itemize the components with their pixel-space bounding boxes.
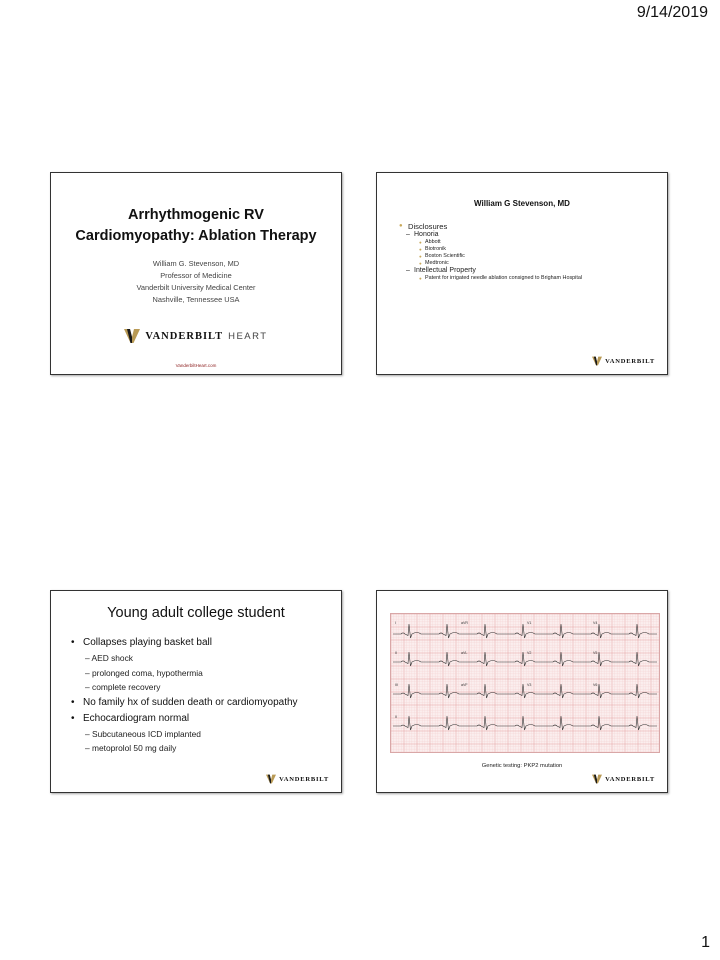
author-location: Nashville, Tennessee USA	[152, 295, 240, 304]
case-text: Echocardiogram normal	[83, 712, 190, 724]
disclosure-text: Intellectual Property	[414, 267, 476, 274]
vanderbilt-v-icon	[592, 774, 602, 784]
disclosure-item	[399, 267, 661, 275]
bullet-icon: ●	[419, 276, 422, 281]
vanderbilt-footer-logo	[266, 774, 329, 784]
page-number: 1	[701, 934, 710, 951]
ecg-lead-label: aVF	[461, 683, 468, 687]
bullet-icon: ●	[419, 247, 422, 252]
bullet-icon: •	[71, 637, 75, 648]
logo-word-heart: HEART	[228, 330, 268, 342]
dash-bullet: –	[406, 231, 410, 238]
case-text: complete recovery	[92, 682, 161, 693]
disclosure-item	[399, 253, 661, 260]
disclosure-item	[399, 231, 661, 239]
presentation-title	[51, 205, 341, 247]
ecg-lead-label: V1	[527, 621, 532, 625]
title-line-2: Cardiomyopathy: Ablation Therapy	[75, 228, 317, 244]
vanderbilt-v-icon	[592, 356, 602, 366]
page-date: 9/14/2019	[636, 4, 708, 21]
case-item	[71, 711, 335, 727]
author-institution: Vanderbilt University Medical Center	[136, 283, 256, 292]
case-item	[71, 680, 335, 695]
ecg-tracing	[391, 614, 659, 752]
case-item	[71, 666, 335, 681]
ecg-lead-label: III	[395, 683, 398, 687]
ecg-lead-label: I	[395, 621, 396, 625]
case-text: Subcutaneous ICD implanted	[92, 728, 201, 739]
bullet-icon: ●	[419, 261, 422, 266]
footer-logo-word: VANDERBILT	[605, 357, 655, 365]
case-item	[71, 635, 335, 651]
slide-case	[50, 590, 342, 793]
dash-bullet: –	[406, 267, 410, 274]
case-list	[71, 635, 335, 756]
disclosure-text: Honoria	[414, 231, 439, 238]
case-text: metoprolol 50 mg daily	[92, 743, 177, 754]
ecg-lead-label: II	[395, 651, 397, 655]
bullet-icon: ●	[399, 223, 403, 229]
disclosure-item	[399, 260, 661, 267]
bullet-icon: •	[71, 696, 75, 708]
author-info	[51, 258, 341, 306]
ecg-lead-label: V3	[527, 683, 532, 687]
website-url: VanderbiltHeart.com	[175, 363, 217, 368]
bullet-icon: ●	[419, 240, 422, 245]
dash-bullet: –	[85, 743, 92, 754]
ecg-lead-label: V2	[527, 651, 532, 655]
slide-ecg	[376, 590, 668, 793]
disclosure-item	[399, 239, 661, 246]
footer-logo-word: VANDERBILT	[605, 775, 655, 783]
dash-bullet: –	[85, 653, 92, 663]
vanderbilt-v-icon	[266, 774, 276, 784]
disclosure-item	[399, 222, 661, 231]
case-item	[71, 727, 335, 742]
case-title: Young adult college student	[107, 605, 285, 621]
slide-title	[50, 172, 342, 375]
vanderbilt-v-icon	[124, 328, 140, 344]
ecg-lead-label: V5	[593, 651, 598, 655]
disclosure-text: Patent for irrigated needle ablation consigned to Brigham Hospital	[425, 275, 583, 281]
ecg-lead-label: V6	[593, 683, 598, 687]
ecg-lead-label: aVL	[461, 651, 468, 655]
disclosure-text: Medtronic	[425, 260, 449, 266]
title-line-1: Arrhythmogenic RV	[128, 207, 264, 223]
case-item	[71, 695, 335, 711]
vanderbilt-footer-logo	[592, 774, 655, 784]
disclosures-list	[399, 222, 661, 282]
disclosure-text: Abbott	[425, 239, 441, 245]
case-text: AED shock	[91, 653, 133, 663]
ecg-lead-label: V4	[593, 621, 598, 625]
dash-bullet: –	[85, 682, 92, 693]
genetic-testing-caption: Genetic testing: PKP2 mutation	[481, 763, 563, 769]
case-item	[71, 651, 335, 666]
dash-bullet: –	[85, 728, 92, 739]
case-text: No family hx of sudden death or cardiomyopathy	[83, 696, 298, 708]
footer-logo-word: VANDERBILT	[279, 775, 329, 783]
case-text: Collapses playing basket ball	[83, 637, 212, 648]
disclosure-text: Biotronik	[425, 246, 446, 252]
vanderbilt-footer-logo	[592, 356, 655, 366]
ecg-lead-label: II	[395, 715, 397, 719]
case-text: prolonged coma, hypothermia	[92, 667, 203, 678]
case-item	[71, 741, 335, 756]
ecg-tracing-image	[390, 613, 660, 753]
bullet-icon: •	[71, 712, 75, 724]
author-name: William G. Stevenson, MD	[152, 259, 240, 268]
bullet-icon: ●	[419, 254, 422, 259]
disclosure-item	[399, 246, 661, 253]
disclosure-text: Disclosures	[408, 222, 448, 231]
disclosures-heading: William G Stevenson, MD	[474, 199, 570, 208]
dash-bullet: –	[85, 667, 92, 678]
disclosure-text: Boston Scientific	[425, 253, 465, 259]
author-role: Professor of Medicine	[160, 271, 232, 280]
vanderbilt-heart-logo	[51, 328, 341, 344]
slide-disclosures	[376, 172, 668, 375]
logo-word-vanderbilt: VANDERBILT	[145, 330, 224, 342]
disclosure-item	[399, 275, 661, 282]
ecg-lead-label: aVR	[461, 621, 468, 625]
